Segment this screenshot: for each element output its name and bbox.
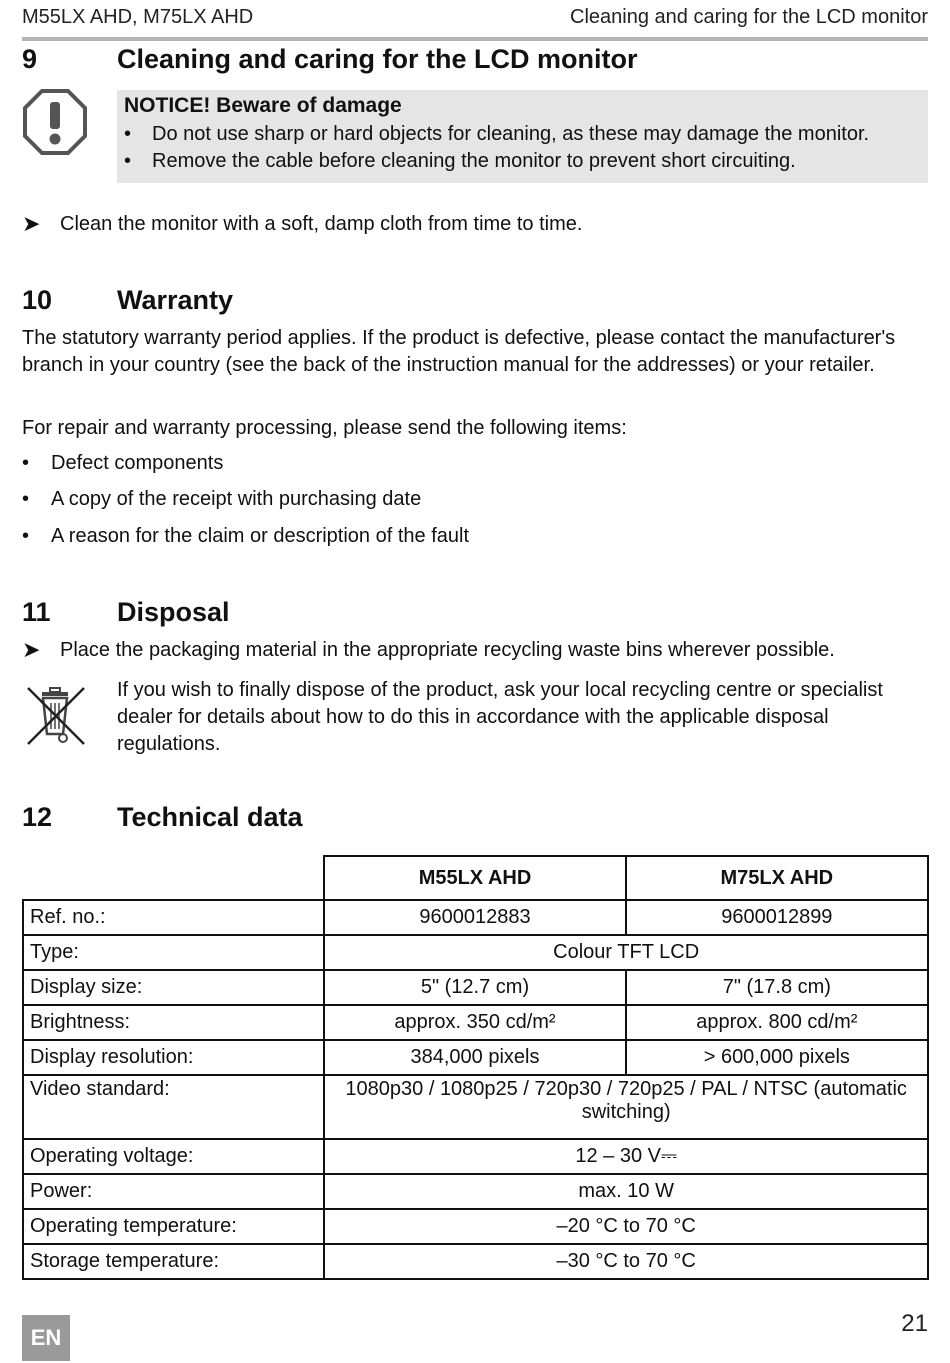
list-item-text: A reason for the claim or description of the fault xyxy=(51,525,469,547)
section-10-heading xyxy=(22,285,233,316)
cell-value: 5" (12.7 cm) xyxy=(324,970,625,1005)
table-row xyxy=(23,1040,928,1075)
table-row xyxy=(23,1174,928,1209)
warranty-paragraph: The statutory warranty period applies. If the product is defective, please contact the manufacturer's branch in your country (see the back of the instruction manual for the addresses) or your retailer. xyxy=(22,327,896,376)
notice-item: • Do not use sharp or hard objects for cleaning, as these may damage the monitor. xyxy=(124,123,870,145)
section-number: 11 xyxy=(22,597,51,627)
section-number: 10 xyxy=(22,285,53,315)
disposal-paragraph: If you wish to finally dispose of the product, ask your local recycling centre or specialist dealer for details about how to do this in accordance with the applicable disposal regulations. xyxy=(117,679,883,755)
cell-value: approx. 350 cd/m² xyxy=(324,1005,625,1040)
row-label: Video standard: xyxy=(23,1075,324,1139)
section-title: Cleaning and caring for the LCD monitor xyxy=(117,44,638,74)
section-number: 9 xyxy=(22,44,38,74)
row-label: Power: xyxy=(23,1174,324,1209)
page-number: 21 xyxy=(901,1310,928,1337)
section-title: Disposal xyxy=(117,597,230,627)
header-rule xyxy=(22,37,928,41)
row-label: Ref. no.: xyxy=(23,900,324,935)
notice-item: • Remove the cable before cleaning the monitor to prevent short circuiting. xyxy=(124,150,796,172)
notice-item-text: Remove the cable before cleaning the monitor to prevent short circuiting. xyxy=(152,150,796,172)
row-label: Operating temperature: xyxy=(23,1209,324,1244)
table-row xyxy=(23,900,928,935)
table-row xyxy=(23,1209,928,1244)
row-label: Brightness: xyxy=(23,1005,324,1040)
cell-value: 9600012883 xyxy=(324,900,625,935)
list-item: • A reason for the claim or description of the fault xyxy=(22,525,469,547)
section-9-heading xyxy=(22,44,638,75)
cell-value: –30 °C to 70 °C xyxy=(324,1244,928,1279)
arrow-icon: ➤ xyxy=(22,211,41,236)
row-label: Display size: xyxy=(23,970,324,1005)
section-12-heading xyxy=(22,802,303,833)
disposal-instruction xyxy=(22,637,835,663)
section-title: Technical data xyxy=(117,802,303,832)
language-badge: EN xyxy=(22,1315,70,1361)
disposal-instruction-text: Place the packaging material in the appropriate recycling waste bins wherever possible. xyxy=(60,638,835,661)
section-title: Warranty xyxy=(117,285,234,315)
cell-value: –20 °C to 70 °C xyxy=(324,1209,928,1244)
list-item: • A copy of the receipt with purchasing date xyxy=(22,488,422,510)
cleaning-instruction xyxy=(22,211,582,237)
row-label: Display resolution: xyxy=(23,1040,324,1075)
cell-value: Colour TFT LCD xyxy=(324,935,928,970)
cell-value: > 600,000 pixels xyxy=(626,1040,928,1075)
column-header: M55LX AHD xyxy=(324,856,625,900)
list-item-text: A copy of the receipt with purchasing date xyxy=(51,488,422,510)
list-item-text: Defect components xyxy=(51,452,224,474)
table-header-row xyxy=(23,856,928,900)
table-row xyxy=(23,1139,928,1174)
cell-value: 1080p30 / 1080p25 / 720p30 / 720p25 / PAL / NTSC (automatic switching) xyxy=(324,1075,928,1139)
notice-title: NOTICE! Beware of damage xyxy=(124,94,402,117)
table-corner xyxy=(23,856,324,900)
section-11-heading xyxy=(22,597,230,628)
cell-value: approx. 800 cd/m² xyxy=(626,1005,928,1040)
column-header: M75LX AHD xyxy=(626,856,928,900)
notice-item-text: Do not use sharp or hard objects for cleaning, as these may damage the monitor. xyxy=(152,123,870,145)
cell-value: 7" (17.8 cm) xyxy=(626,970,928,1005)
technical-data-table xyxy=(22,855,929,1280)
cell-value: max. 10 W xyxy=(324,1174,928,1209)
cell-value: 384,000 pixels xyxy=(324,1040,625,1075)
cell-value: 12 – 30 V⎓ xyxy=(324,1139,928,1174)
table-row xyxy=(23,1005,928,1040)
header-chapter: Cleaning and caring for the LCD monitor xyxy=(570,6,928,28)
table-row xyxy=(23,970,928,1005)
list-item: • Defect components xyxy=(22,452,224,474)
table-row xyxy=(23,935,928,970)
arrow-icon: ➤ xyxy=(22,637,41,662)
notice-warning-icon xyxy=(22,88,88,156)
section-number: 12 xyxy=(22,802,53,832)
table-row xyxy=(23,1075,928,1139)
row-label: Type: xyxy=(23,935,324,970)
row-label: Operating voltage: xyxy=(23,1139,324,1174)
crossed-out-bin-icon xyxy=(22,682,88,748)
header-model: M55LX AHD, M75LX AHD xyxy=(22,6,254,28)
cleaning-instruction-text: Clean the monitor with a soft, damp cloth from time to time. xyxy=(60,212,583,235)
warranty-paragraph: For repair and warranty processing, please send the following items: xyxy=(22,417,627,439)
table-row xyxy=(23,1244,928,1279)
row-label: Storage temperature: xyxy=(23,1244,324,1279)
cell-value: 9600012899 xyxy=(626,900,928,935)
